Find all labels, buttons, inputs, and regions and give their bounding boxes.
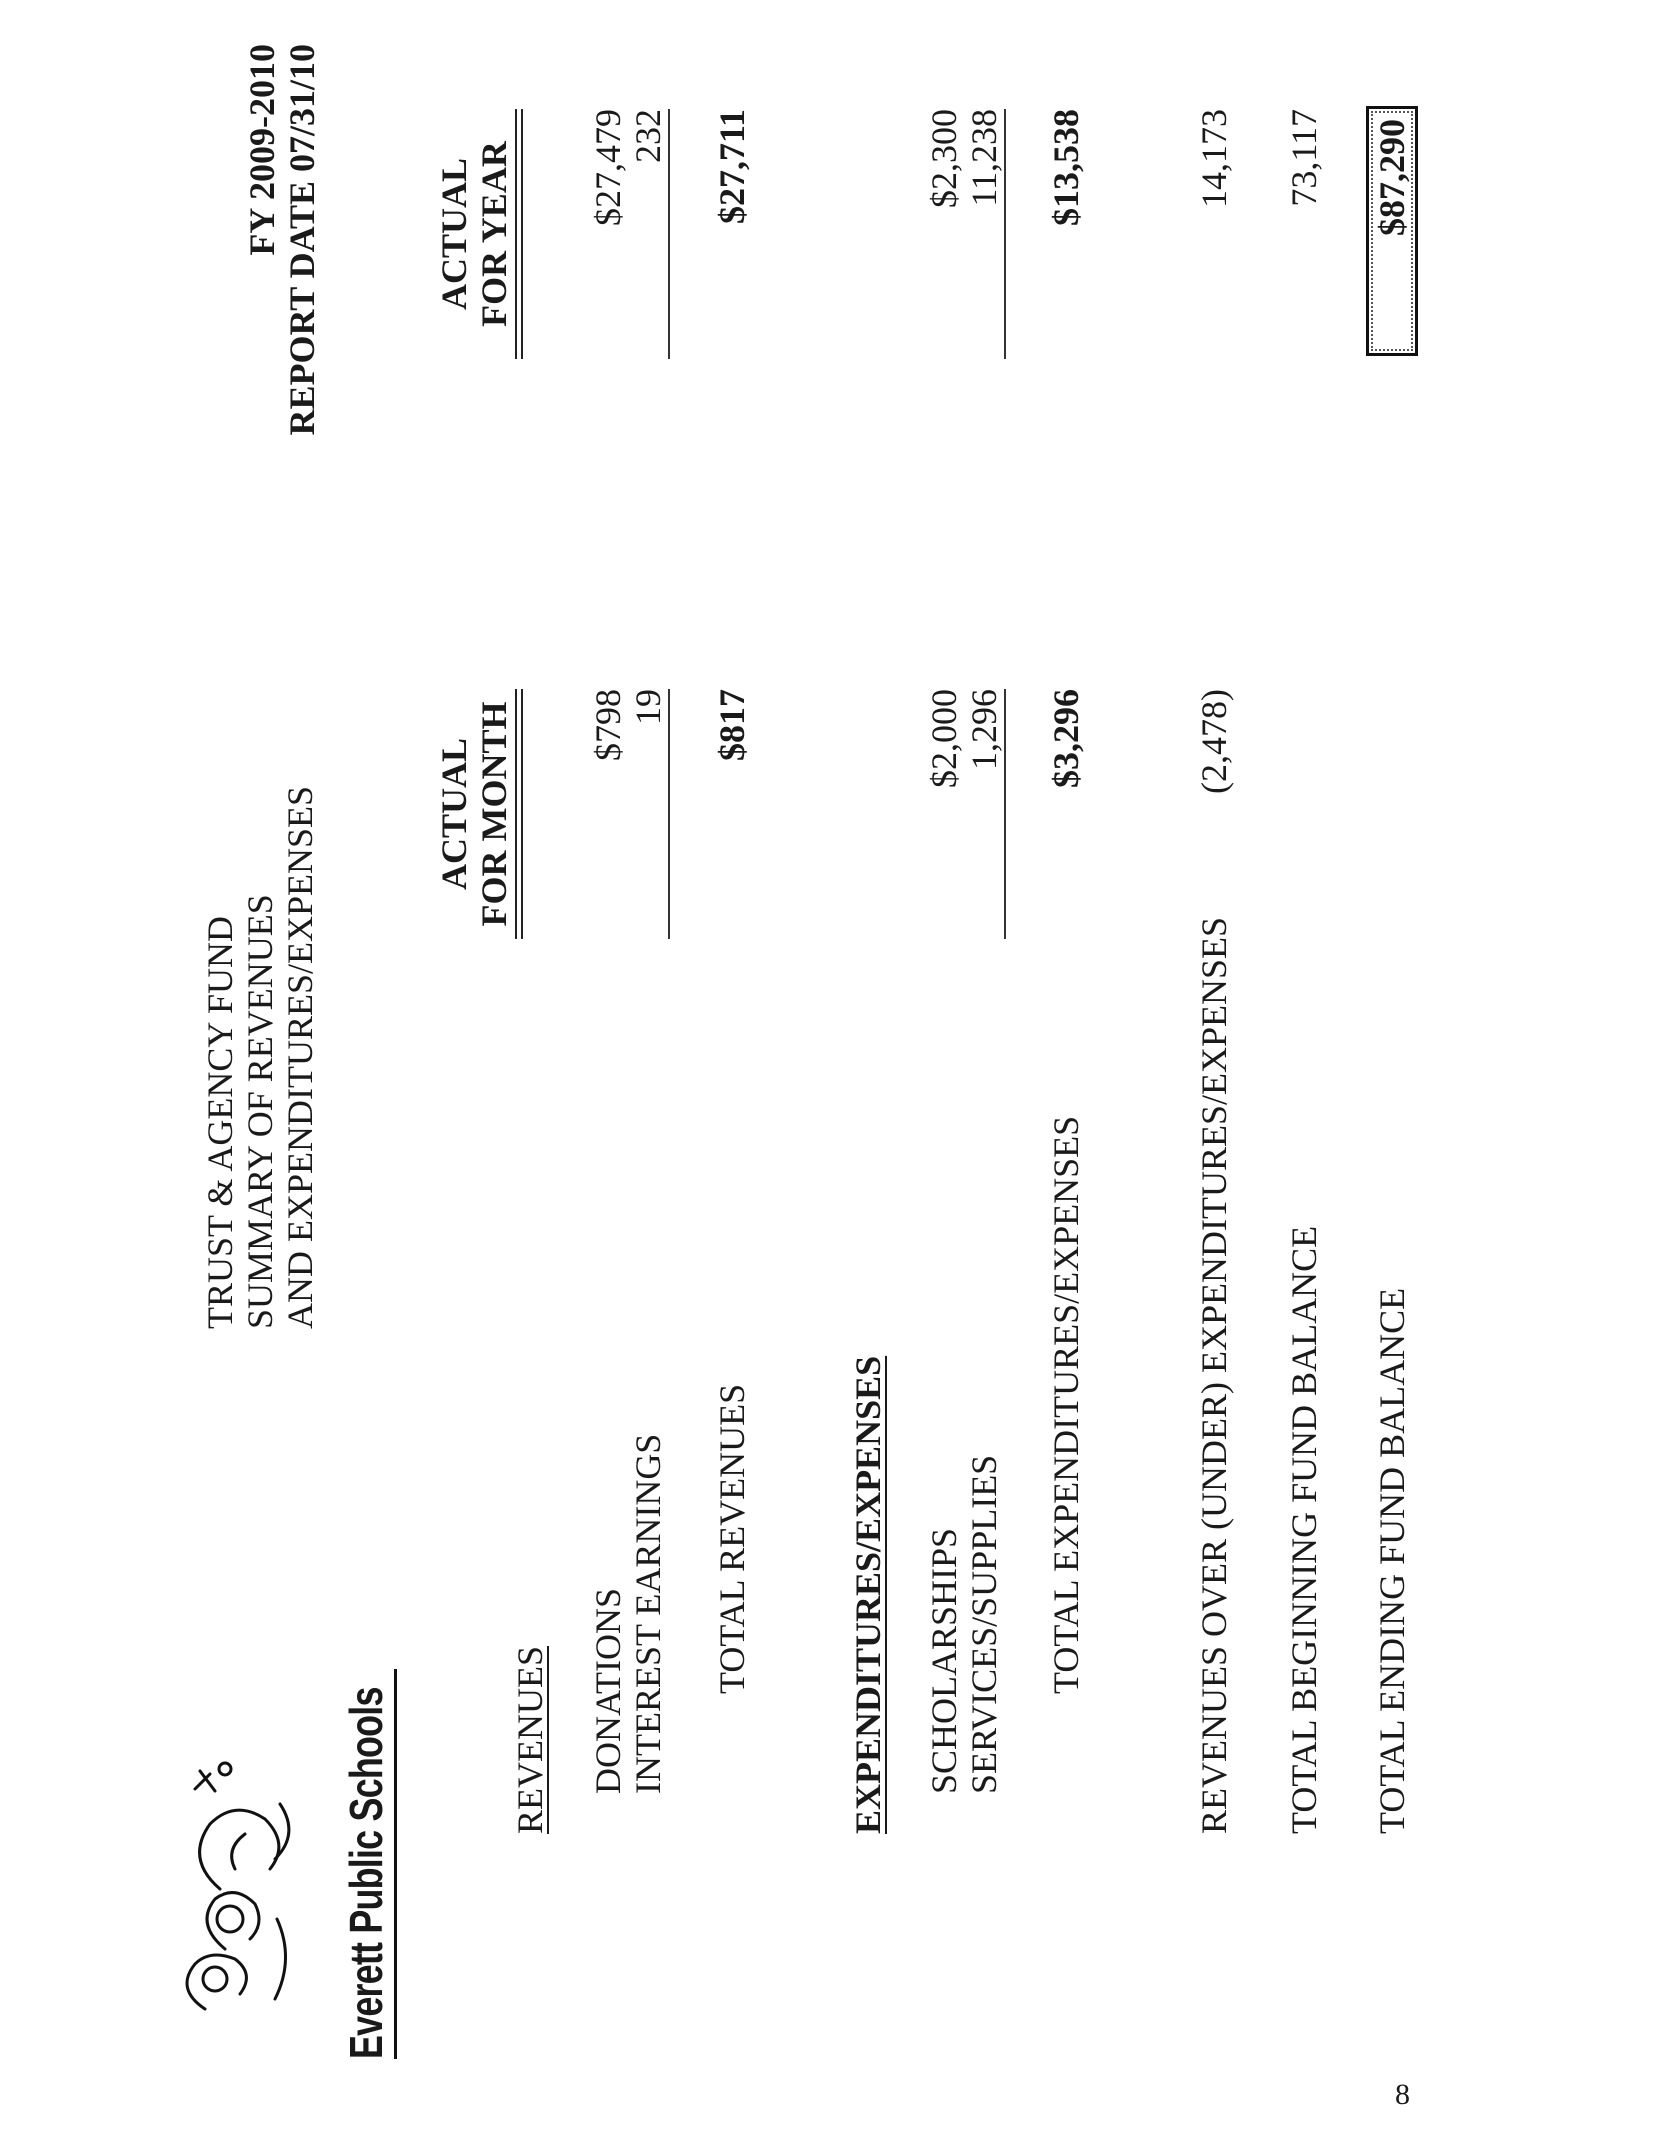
- over-under-month: (2,478): [1194, 689, 1234, 794]
- revenues-year-rule: [668, 109, 670, 359]
- fiscal-year: FY 2009-2010: [242, 44, 282, 256]
- title-line-2: SUMMARY OF REVENUES: [240, 894, 280, 1329]
- total-revenues-month: $817: [712, 689, 752, 761]
- report-date: REPORT DATE 07/31/10: [282, 44, 322, 436]
- beginning-balance-year: 73,117: [1284, 109, 1324, 207]
- revenues-heading: REVENUES: [510, 1646, 550, 1834]
- row-year-interest: 232: [628, 109, 668, 163]
- over-under-year: 14,173: [1194, 109, 1234, 208]
- row-month-services: 1,296: [964, 689, 1004, 770]
- expenditures-month-rule: [1004, 689, 1006, 939]
- beginning-balance-label: TOTAL BEGINNING FUND BALANCE: [1284, 1225, 1324, 1834]
- col-month-line-1: ACTUAL: [434, 738, 474, 891]
- expenditures-year-rule: [1004, 109, 1006, 359]
- expenditures-heading: EXPENDITURES/EXPENSES: [848, 1355, 888, 1834]
- row-year-services: 11,238: [964, 109, 1004, 207]
- col-year-line-1: ACTUAL: [434, 158, 474, 311]
- total-expenditures-label: TOTAL EXPENDITURES/EXPENSES: [1046, 1115, 1086, 1694]
- ending-balance-year: $87,290: [1372, 119, 1412, 236]
- total-revenues-label: TOTAL REVENUES: [712, 1383, 752, 1694]
- ending-balance-label: TOTAL ENDING FUND BALANCE: [1372, 1287, 1412, 1834]
- page-number: 8: [1395, 2078, 1410, 2111]
- org-logo-name: Everett Public Schools: [340, 1669, 397, 2059]
- title-line-1: TRUST & AGENCY FUND: [200, 915, 240, 1329]
- total-expenditures-year: $13,538: [1046, 109, 1086, 226]
- total-expenditures-month: $3,296: [1046, 689, 1086, 788]
- col-month-underline: [515, 689, 523, 939]
- row-year-scholarships: $2,300: [924, 109, 964, 208]
- row-label-scholarships: SCHOLARSHIPS: [924, 1527, 964, 1794]
- row-label-services: SERVICES/SUPPLIES: [964, 1454, 1004, 1794]
- title-line-3: AND EXPENDITURES/EXPENSES: [280, 785, 320, 1329]
- row-month-interest: 19: [628, 689, 668, 725]
- col-month-line-2: FOR MONTH: [474, 701, 514, 927]
- col-year-line-2: FOR YEAR: [474, 141, 514, 327]
- col-year-underline: [515, 109, 523, 359]
- over-under-label: REVENUES OVER (UNDER) EXPENDITURES/EXPENSES: [1194, 917, 1234, 1834]
- row-label-donations: DONATIONS: [588, 1588, 628, 1794]
- row-year-donations: $27,479: [588, 109, 628, 226]
- row-month-scholarships: $2,000: [924, 689, 964, 788]
- row-label-interest: INTEREST EARNINGS: [628, 1433, 668, 1794]
- logo-illustration: [165, 1749, 305, 2019]
- revenues-month-rule: [668, 689, 670, 939]
- row-month-donations: $798: [588, 689, 628, 761]
- total-revenues-year: $27,711: [712, 109, 752, 225]
